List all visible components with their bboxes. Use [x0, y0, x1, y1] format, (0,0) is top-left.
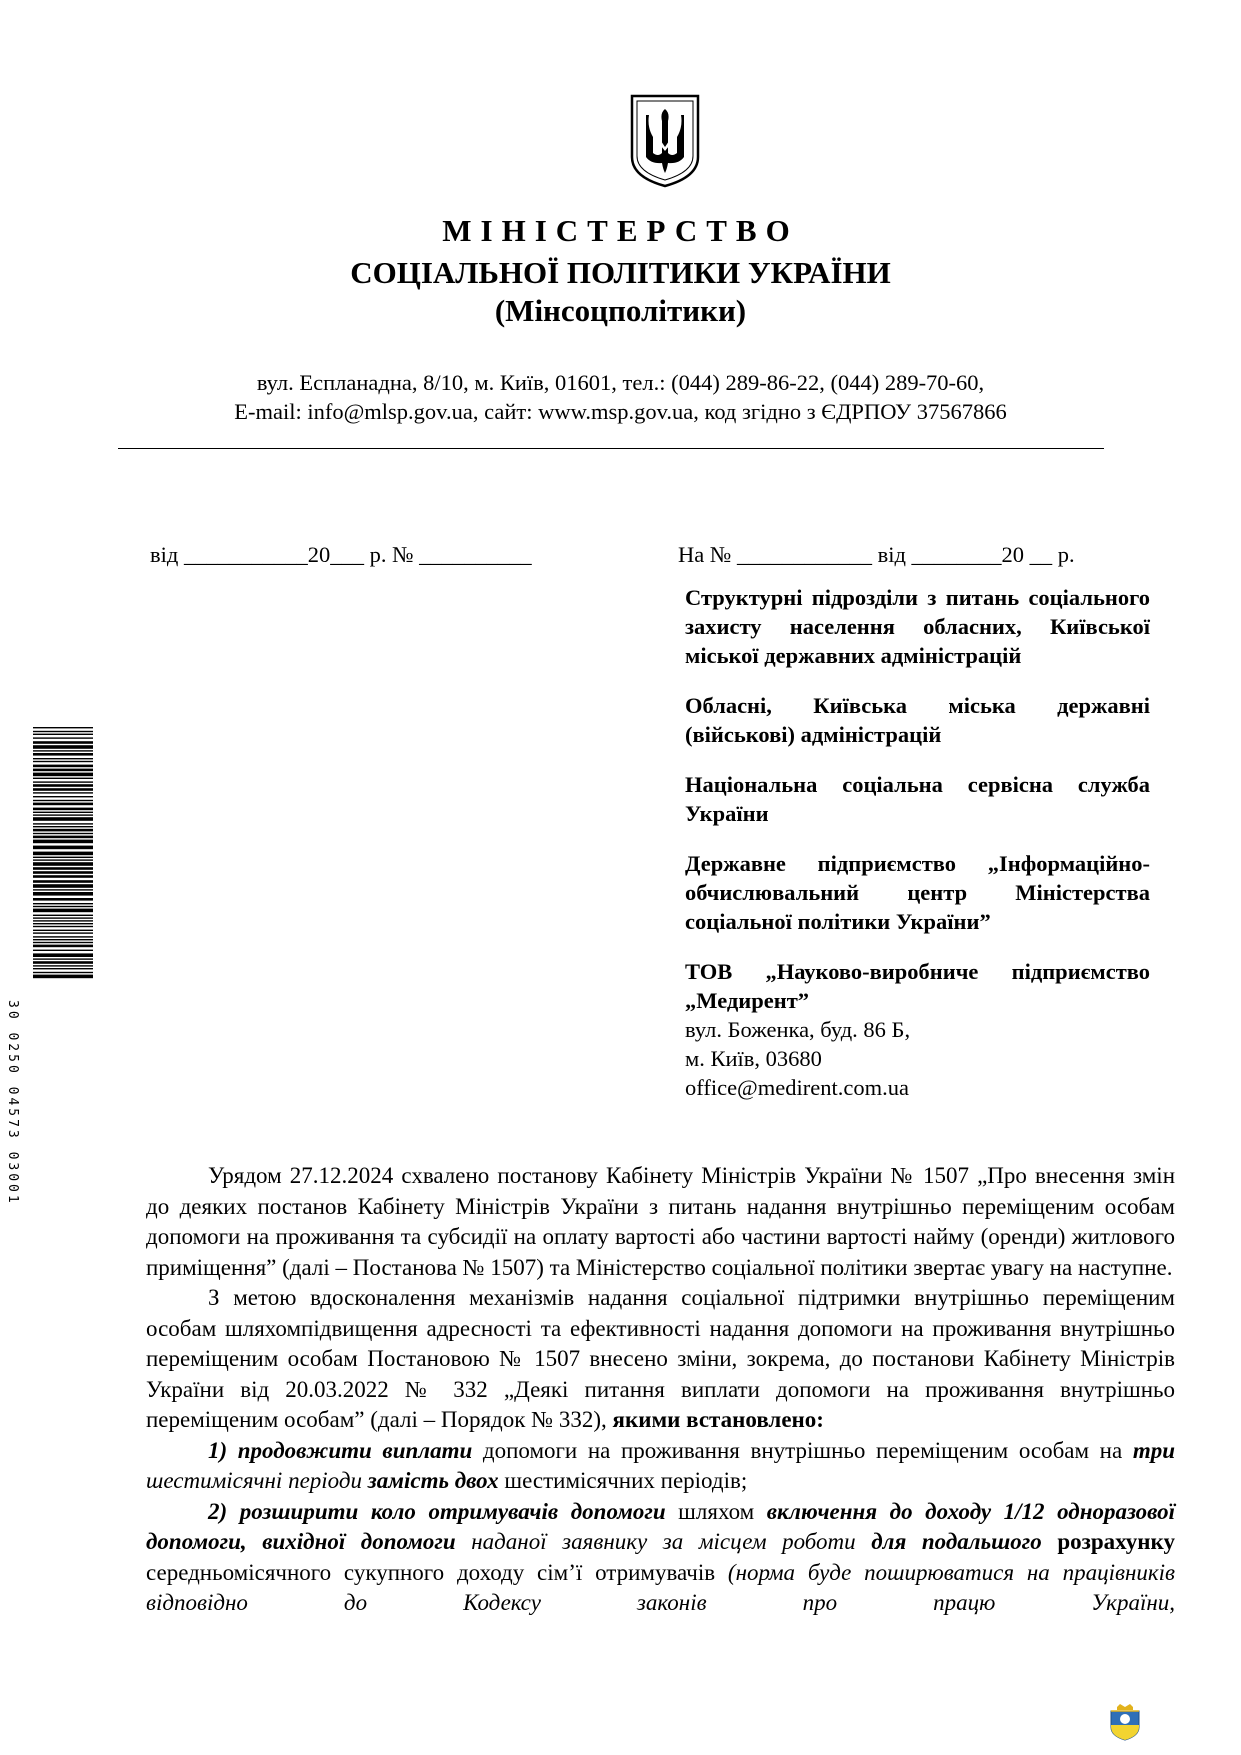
barcode-bar	[33, 803, 93, 806]
barcode-bar	[33, 965, 93, 966]
barcode-bar	[33, 823, 93, 824]
barcode-bar	[33, 812, 93, 813]
barcode-bar	[33, 817, 93, 821]
barcode-bar	[33, 792, 93, 793]
trident-coat-of-arms-icon	[629, 93, 701, 189]
ministry-title-line1: МІНІСТЕРСТВО	[442, 213, 799, 248]
barcode-bar	[33, 836, 93, 839]
barcode-bar	[33, 889, 93, 890]
barcode-bar	[33, 968, 93, 969]
barcode-bar	[33, 961, 93, 964]
recipient-5	[685, 957, 1150, 1102]
paragraph-1: Урядом 27.12.2024 схвалено постанову Кабінету Міністрів України № 1507 „Про внесення змін до деяких постанов Кабінету Міністрів України з питань надання внутрішньо переміщеним особам допомоги на проживання та субсидії на оплату вартості або частини вартості найму (оренди) житлового приміщення” (далі – Постанова № 1507) та Міністерство соціальної політики звертає увагу на наступне.	[146, 1163, 1175, 1280]
barcode-bar	[33, 909, 93, 913]
ministry-address: вул. Еспланадна, 8/10, м. Київ, 01601, тел.: (044) 289-86-22, (044) 289-70-60,	[256, 370, 985, 395]
recipient-5-street: вул. Боженка, буд. 86 Б,	[685, 1017, 911, 1042]
barcode-bar	[33, 917, 93, 918]
barcode-bar	[33, 862, 93, 866]
document-barcode	[33, 727, 93, 980]
barcode-bar	[33, 769, 93, 772]
barcode-bar	[33, 880, 93, 883]
barcode-bar	[33, 745, 93, 749]
barcode-bar	[33, 737, 93, 738]
barcode-bar	[33, 840, 93, 844]
barcode-bar	[33, 773, 93, 777]
recipient-1: Структурні підрозділи з питань соціального захисту населення обласних, Київської міської державних адміністрацій	[685, 585, 1150, 668]
barcode-bar	[33, 750, 93, 751]
barcode-bar	[33, 930, 93, 931]
barcode-bar	[33, 915, 93, 916]
barcode-bar	[33, 758, 93, 759]
barcode-bar	[33, 926, 93, 927]
barcode-bar	[33, 826, 93, 827]
barcode-bar	[33, 939, 93, 940]
barcode-bar	[33, 808, 93, 811]
recipient-3: Національна соціальна сервісна служба України	[685, 772, 1150, 826]
barcode-bar	[33, 753, 93, 756]
recipient-2: Обласні, Київська міська державні (військові) адміністрацій	[685, 693, 1150, 747]
paragraph-3: 1) продовжити виплати допомоги на проживання внутрішньо переміщеним особам на три шестимісячні періоди замість двох шестимісячних періодів;	[146, 1437, 1175, 1493]
barcode-bar	[33, 765, 93, 768]
barcode-bar	[33, 884, 93, 888]
barcode-bar	[33, 784, 93, 787]
ministry-contacts: E-mail: info@mlsp.gov.ua, сайт: www.msp.gov.ua, код згідно з ЄДРПОУ 37567866	[234, 399, 1007, 424]
recipient-5-email: office@medirent.com.ua	[685, 1075, 909, 1100]
barcode-bar	[33, 958, 93, 959]
barcode-bar	[33, 833, 93, 834]
barcode-bar	[33, 731, 93, 732]
barcode-bar	[33, 945, 93, 948]
barcode-bar	[33, 875, 93, 878]
outgoing-registration-field: від ___________20___ р. № __________	[150, 542, 532, 567]
incoming-reference-field: На № ____________ від ________20 __ р.	[678, 542, 1075, 567]
barcode-bar	[33, 892, 93, 896]
barcode-bar	[33, 814, 93, 815]
barcode-bar	[33, 727, 93, 728]
barcode-bar	[33, 972, 93, 973]
paragraph-2: З метою вдосконалення механізмів надання соціальної підтримки внутрішньо переміщеним особам шляхомпідвищення адресності та ефективності надання допомоги на проживання внутрішньо переміщеним особам Постановою № 1507 внесено зміни, зокрема, до постанови Кабінету Міністрів України від 20.03.2022 № 332 „Деякі питання виплати допомоги на проживання внутрішньо переміщеним особам” (далі – Порядок № 332), якими встановлено:	[146, 1285, 1175, 1432]
ministry-short-name: (Мінсоцполітики)	[494, 293, 747, 328]
barcode-bar	[33, 761, 93, 762]
barcode-number: 30 0250 04573 03001	[5, 1000, 20, 1206]
barcode-bar	[33, 953, 93, 957]
barcode-bar	[33, 741, 93, 744]
paragraph-4: 2) розширити коло отримувачів допомоги шляхом включення до доходу 1/12 одноразової допомоги, вихідної допомоги наданої заявнику за місцем роботи для подальшого розрахунку середньомісячного сукупного доходу сім’ї отримувачів (норма буде поширюватися на працівників відповідно до Кодексу законів про працю України,	[146, 1498, 1175, 1615]
barcode-bar	[33, 734, 93, 735]
recipient-4: Державне підприємство „Інформаційно-обчислювальний центр Міністерства соціальної політики України”	[685, 851, 1150, 934]
header-divider	[118, 448, 1104, 449]
barcode-bar	[33, 906, 93, 907]
letter-body	[146, 1161, 1175, 1619]
barcode-bar	[33, 942, 93, 943]
barcode-bar	[33, 950, 93, 951]
regional-coat-of-arms-icon	[1108, 1703, 1142, 1741]
barcode-bar	[33, 788, 93, 791]
barcode-bar	[33, 829, 93, 832]
recipient-5-city: м. Київ, 03680	[685, 1046, 822, 1071]
barcode-bar	[33, 903, 93, 904]
barcode-bar	[33, 898, 93, 901]
barcode-bar	[33, 923, 93, 924]
barcode-bar	[33, 975, 93, 979]
barcode-bar	[33, 867, 93, 870]
barcode-bar	[33, 796, 93, 797]
barcode-bar	[33, 871, 93, 874]
barcode-bar	[33, 846, 93, 850]
recipients-block	[685, 583, 1150, 1102]
barcode-bar	[33, 932, 93, 933]
recipient-5-name: ТОВ „Науково-виробниче підприємство „Медирент”	[685, 959, 1150, 1013]
barcode-bar	[33, 859, 93, 860]
barcode-bar	[33, 857, 93, 858]
barcode-bar	[33, 778, 93, 779]
barcode-bar	[33, 781, 93, 782]
barcode-bar	[33, 936, 93, 937]
barcode-bar	[33, 852, 93, 856]
barcode-bar	[33, 800, 93, 801]
barcode-bar	[33, 920, 93, 921]
ministry-title-line2: СОЦІАЛЬНОЇ ПОЛІТИКИ УКРАЇНИ	[350, 255, 891, 290]
